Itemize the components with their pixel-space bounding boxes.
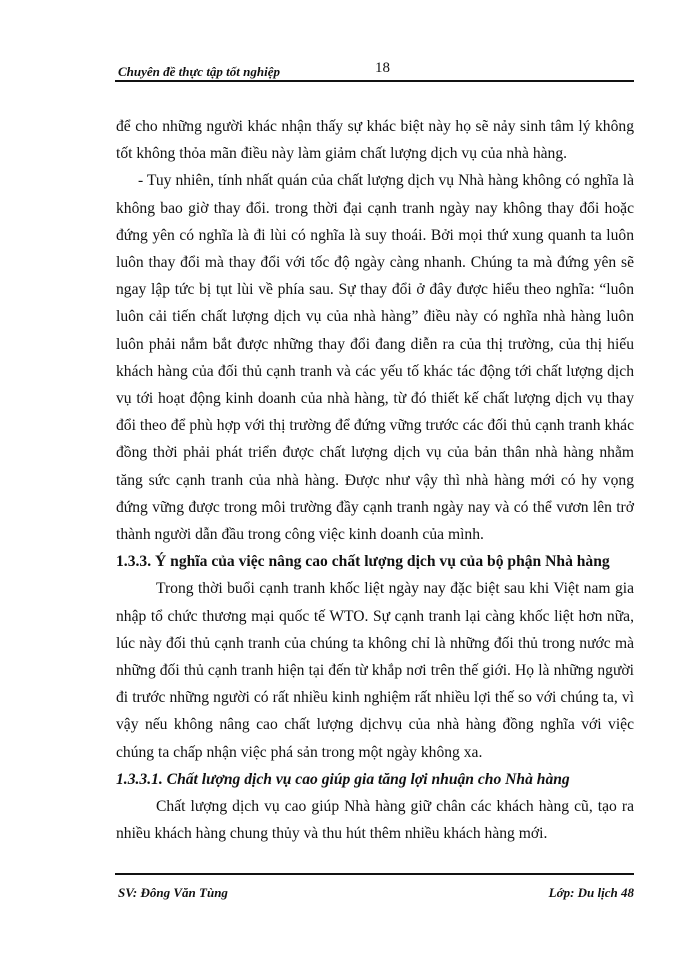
header-title: Chuyên đề thực tập tốt nghiệp bbox=[118, 64, 280, 79]
page-body bbox=[116, 113, 634, 847]
header-rule bbox=[115, 80, 634, 82]
page-header bbox=[115, 56, 634, 82]
section-heading: 1.3.3. Ý nghĩa của việc nâng cao chất lượng dịch vụ của bộ phận Nhà hàng bbox=[116, 553, 610, 571]
footer-rule bbox=[115, 873, 634, 875]
paragraph: Trong thời buổi cạnh tranh khốc liệt ngày nay đặc biệt sau khi Việt nam gia nhập tổ chức thương mại quốc tế WTO. Sự cạnh tranh lại càng khốc liệt hơn nữa, lúc này đối thủ cạnh tranh của chúng ta không chỉ là những đối thủ trong nước mà những đối thủ cạnh tranh hiện tại đến từ khắp nơi trên thế giới. Họ là những người đi trước những người có rất nhiều kinh nghiệm rất nhiều lợi thế so với chúng ta, vì vậy nếu không nâng cao chất lượng dịchvụ của nhà hàng đồng nghĩa với việc chúng ta chấp nhận việc phá sản trong một ngày không xa. bbox=[116, 580, 634, 761]
paragraph-bullet: - Tuy nhiên, tính nhất quán của chất lượng dịch vụ Nhà hàng không có nghĩa là không bao giờ thay đổi. trong thời đại cạnh tranh ngày nay không thay đổi hoặc đứng yên có nghĩa là đi lùi có nghĩa là suy thoái. Bởi mọi thứ xung quanh ta luôn luôn thay đổi mà thay đổi với tốc độ ngày càng nhanh. Chúng ta mà đứng yên sẽ ngay lập tức bị tụt lùi về phía sau. Sự thay đổi ở đây được hiểu theo nghĩa: “luôn luôn cải tiến chất lượng dịch vụ của nhà hàng” điều này có nghĩa nhà hàng luôn luôn phải nắm bắt được những thay đổi đang diễn ra của thị trường, của thị hiếu khách hàng của đối thủ cạnh tranh và các yếu tố khác tác động tới chất lượng dịch vụ tới hoạt động kinh doanh của nhà hàng, từ đó thiết kế chất lượng dịch vụ thay đổi theo để phù hợp với thị trường để đứng vững trước các đối thủ cạnh tranh khác đồng thời phải phát triển được chất lượng dịch vụ của bản thân nhà hàng nhằm tăng sức cạnh tranh của nhà hàng. Được như vậy thì nhà hàng mới có hy vọng đứng vững được trong môi trường đầy cạnh tranh ngày nay và có thể vươn lên trở thành người dẫn đầu trong công việc kinh doanh của mình. bbox=[116, 172, 634, 544]
paragraph-continuation: để cho những người khác nhận thấy sự khác biệt này họ sẽ nảy sinh tâm lý không tốt không thỏa mãn điều này làm giảm chất lượng dịch vụ của nhà hàng. bbox=[116, 118, 634, 163]
paragraph: Chất lượng dịch vụ cao giúp Nhà hàng giữ chân các khách hàng cũ, tạo ra nhiều khách hàng chung thủy và thu hút thêm nhiều khách hàng mới. bbox=[116, 798, 634, 843]
subsection-heading: 1.3.3.1. Chất lượng dịch vụ cao giúp gia tăng lợi nhuận cho Nhà hàng bbox=[116, 770, 570, 788]
page-footer bbox=[115, 873, 634, 913]
footer-class: Lớp: Du lịch 48 bbox=[548, 885, 634, 900]
footer-student: SV: Đông Văn Tùng bbox=[118, 885, 228, 900]
page-number: 18 bbox=[375, 60, 390, 76]
